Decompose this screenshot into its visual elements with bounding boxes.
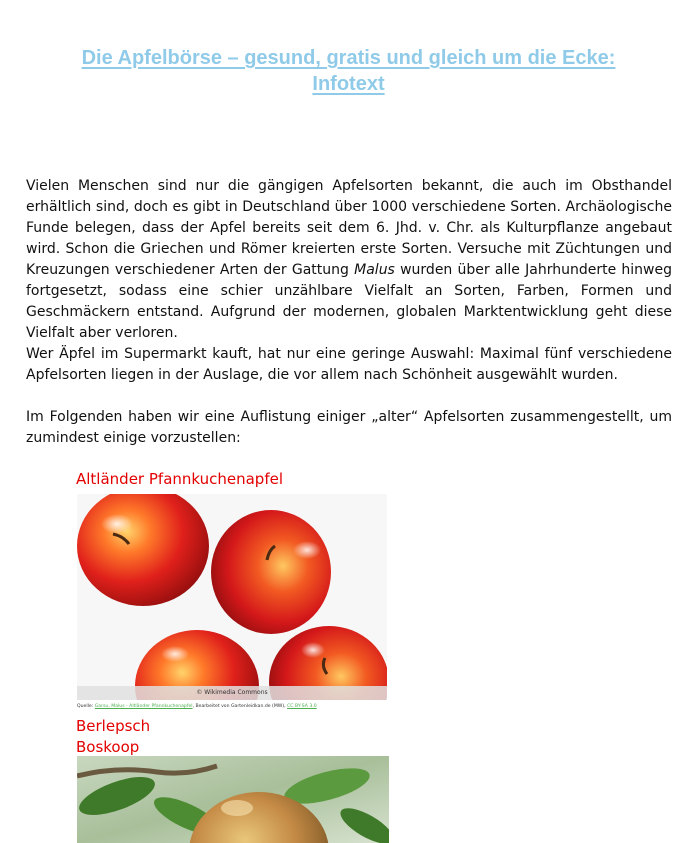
supermarket-paragraph: Wer Äpfel im Supermarkt kauft, hat nur eine geringe Auswahl: Maximal fünf verschiedene Apfelsorten liegen in der Auslage, die vor allem nach Schönheit ausgewählt wurden. (26, 346, 672, 383)
list-intro-paragraph: Im Folgenden haben wir eine Auflistung einiger „alter“ Apfelsorten zusammengestellt, um zumindest einige vorzustellen: (26, 409, 672, 446)
caption-prefix: Quelle: (77, 704, 95, 709)
caption-middle: , Bearbeitet von Gartenleidkan.de (MW), (192, 704, 288, 709)
apple-tree-illustration (77, 756, 389, 843)
variety-heading-berlepsch: Berlepsch (76, 717, 151, 735)
variety-heading-boskoop: Boskoop (76, 738, 140, 756)
variety-heading-altlaender: Altländer Pfannkuchenapfel (76, 470, 284, 488)
genus-name-malus: Malus (354, 262, 395, 278)
page-title (40, 45, 657, 97)
apple-photo-altlaender (77, 494, 387, 700)
page-title-line-2: Infotext (312, 73, 385, 95)
caption-source-link[interactable]: Garsu, Malus - Altländer Pfannkuchenapfel (94, 704, 193, 709)
photo-source-caption (77, 703, 397, 710)
apples-illustration (77, 494, 387, 700)
intro-text-end: wurden über alle Jahrhunderte hinweg fortgesetzt, sodass eine schier unzählbare Vielfalt an Sorten, Farben, Formen und Geschmäckern entstand. Aufgrund der modernen, globalen Marktentwicklung geht diese Vielfalt aber verloren. (26, 262, 673, 341)
photo-watermark: © Wikimedia Commons (77, 686, 387, 700)
page-title-line-1: Die Apfelbörse – gesund, gratis und gleich um die Ecke: (81, 47, 616, 69)
intro-text-start: Vielen Menschen sind nur die gängigen Apfelsorten bekannt, die auch im Obsthandel erhältlich sind, doch es gibt in Deutschland über 1000 verschiedene Sorten. Archäologische Funde belegen, dass der Apfel bereits seit dem 6. Jhd. v. Chr. als Kulturpflanze angebaut wird. Schon die Griechen und Römer kreierten erste Sorten. Versuche mit Züchtungen und Kreuzungen verschiedener Arten der Gattung (26, 178, 672, 278)
caption-license-link[interactable]: CC BY-SA 3.0 (287, 704, 317, 709)
intro-paragraph (26, 176, 672, 344)
apple-photo-boskoop (77, 756, 389, 843)
